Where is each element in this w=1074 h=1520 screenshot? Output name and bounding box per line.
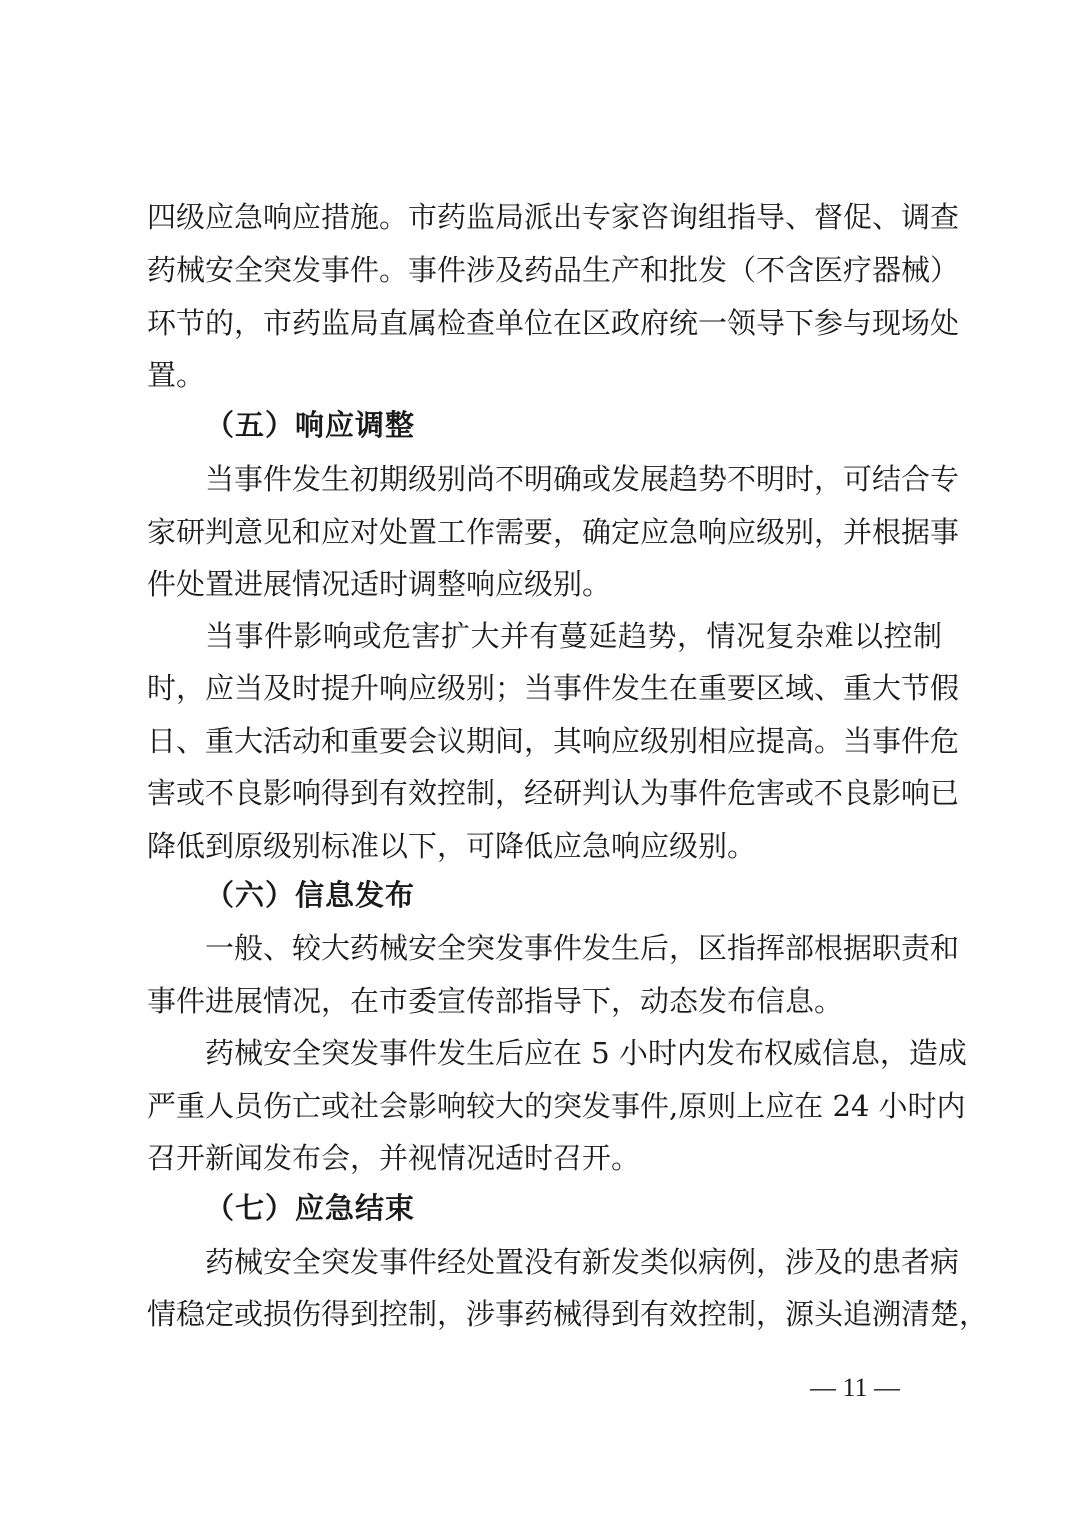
body-text-line: 事件进展情况，在市委宣传部指导下，动态发布信息。	[147, 984, 844, 1018]
body-text-line: 四级应急响应措施。市药监局派出专家咨询组指导、督促、调查	[147, 200, 960, 234]
paragraph-first-line: 当事件发生初期级别尚不明确或发展趋势不明时，可结合专	[205, 462, 960, 496]
section-heading-response-adjustment: （五）响应调整	[205, 408, 416, 442]
paragraph-first-line: 药械安全突发事件经处置没有新发类似病例，涉及的患者病	[205, 1245, 960, 1279]
section-heading-information-release: （六）信息发布	[205, 878, 416, 912]
body-text-line: 害或不良影响得到有效控制，经研判认为事件危害或不良影响已	[147, 776, 960, 810]
body-text-line: 降低到原级别标准以下，可降低应急响应级别。	[147, 829, 757, 863]
body-text-line: 严重人员伤亡或社会影响较大的突发事件,原则上应在 24 小时内	[147, 1089, 966, 1123]
body-text-line: 情稳定或损伤得到控制，涉事药械得到有效控制，源头追溯清楚，	[147, 1297, 989, 1331]
body-text-line: 药械安全突发事件。事件涉及药品生产和批发（不含医疗器械）	[147, 253, 960, 287]
body-text-line: 日、重大活动和重要会议期间，其响应级别相应提高。当事件危	[147, 724, 960, 758]
paragraph-first-line: 当事件影响或危害扩大并有蔓延趋势，情况复杂难以控制	[205, 619, 942, 653]
paragraph-first-line: 药械安全突发事件发生后应在 5 小时内发布权威信息，造成	[205, 1036, 967, 1070]
body-text-line: 环节的，市药监局直属检查单位在区政府统一领导下参与现场处	[147, 306, 960, 340]
paragraph-first-line: 一般、较大药械安全突发事件发生后，区指挥部根据职责和	[205, 931, 960, 965]
body-text-line: 召开新闻发布会，并视情况适时召开。	[147, 1141, 641, 1175]
body-text-line: 件处置进展情况适时调整响应级别。	[147, 567, 612, 601]
body-text-line: 家研判意见和应对处置工作需要，确定应急响应级别，并根据事	[147, 515, 960, 549]
page-number: — 11 —	[810, 1373, 901, 1402]
body-text-line: 时，应当及时提升响应级别；当事件发生在重要区域、重大节假	[147, 671, 960, 705]
section-heading-emergency-end: （七）应急结束	[205, 1191, 416, 1225]
body-text-line: 置。	[147, 358, 206, 392]
